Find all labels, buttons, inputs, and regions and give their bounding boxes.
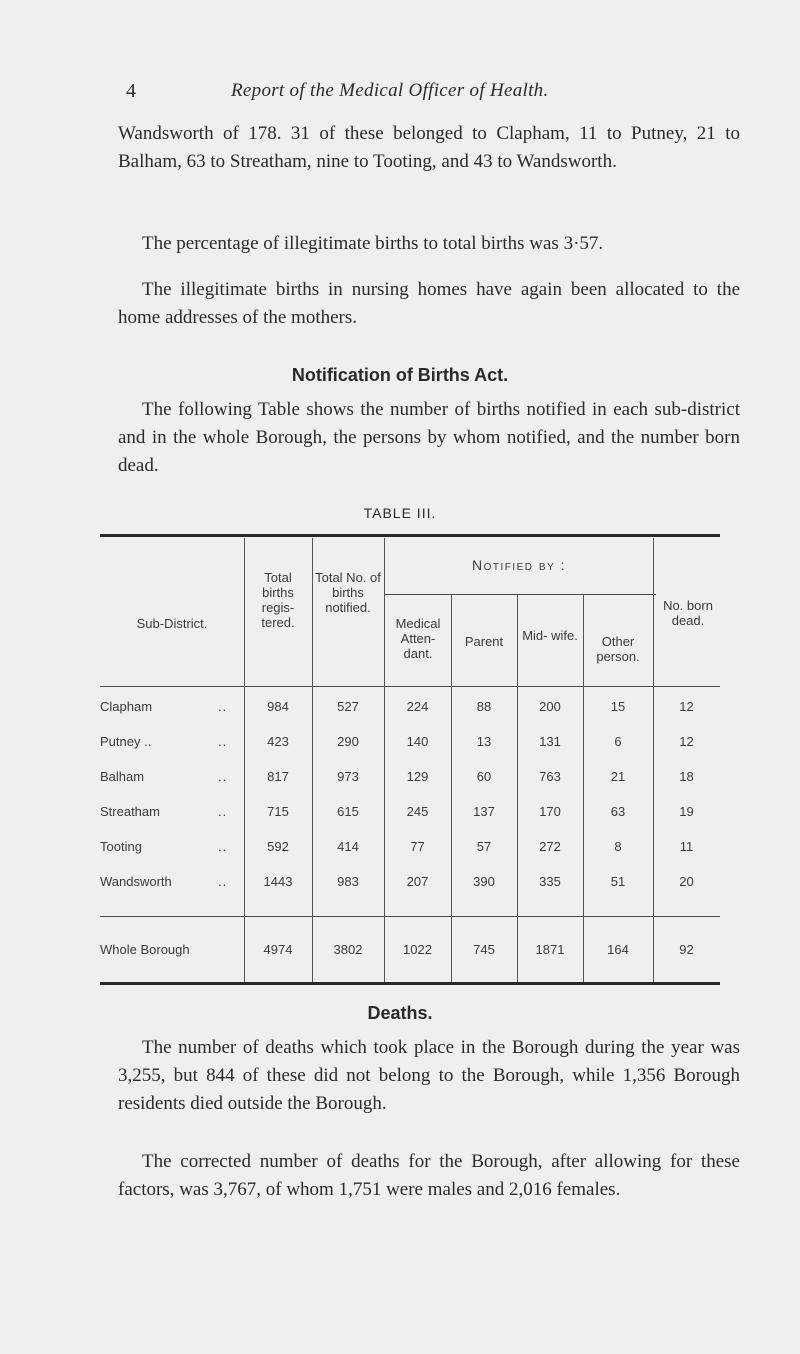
leader-dots: .. (218, 874, 228, 889)
sub-district-name: Tooting (100, 839, 142, 854)
header-parent: Parent (464, 634, 504, 649)
total-born-dead: 92 (679, 942, 694, 957)
paragraph-deaths-text: The number of deaths which took place in the Borough during the year was 3,255, but 844 of these did not belong to the Borough, while 1,356 Borough residents died outside the Borough. (118, 1037, 740, 1114)
paragraph-deaths (118, 1034, 740, 1118)
paragraph-percentage (118, 230, 740, 258)
cell-midwife: 763 (539, 769, 561, 784)
cell-born-dead: 12 (679, 699, 694, 714)
notified-by-rule (384, 594, 656, 595)
cell-medical: 77 (410, 839, 425, 854)
sub-district-name: Streatham (100, 804, 160, 819)
cell-other: 51 (610, 874, 626, 889)
row-label (100, 803, 240, 821)
cell-total-births: 1443 (263, 874, 293, 889)
paragraph-nursing-homes (118, 276, 740, 332)
cell-other: 8 (614, 839, 622, 854)
cell-total-births: 817 (267, 769, 289, 784)
cell-total-notified: 615 (337, 804, 359, 819)
cell-other: 63 (610, 804, 626, 819)
col-divider-3 (384, 538, 385, 982)
cell-total-births: 592 (267, 839, 289, 854)
row-label (100, 873, 240, 891)
cell-midwife: 272 (539, 839, 561, 854)
paragraph-corrected-deaths-text: The corrected number of deaths for the Borough, after allowing for these factors, was 3,767, of whom 1,751 were males and 2,016 females. (118, 1151, 740, 1200)
cell-total-births: 984 (267, 699, 289, 714)
cell-medical: 140 (406, 734, 429, 749)
leader-dots: .. (218, 769, 228, 784)
paragraph-illegitimate-distribution: Wandsworth of 178. 31 of these belonged to Clapham, 11 to Putney, 21 to Balham, 63 to Streatham, nine to Tooting, and 43 to Wandsworth. (118, 123, 740, 172)
cell-medical: 207 (406, 874, 429, 889)
col-divider-1 (244, 538, 245, 982)
header-sub-district: Sub-District. (136, 616, 208, 631)
running-title: Report of the Medical Officer of Health. (231, 80, 549, 101)
col-divider-7 (653, 538, 654, 982)
cell-born-dead: 18 (679, 769, 694, 784)
table-top-rule (100, 534, 720, 537)
leader-dots: .. (218, 699, 228, 714)
sub-district-name: Wandsworth (100, 874, 172, 889)
paragraph-percentage-text: The percentage of illegitimate births to total births was 3·57. (142, 233, 604, 254)
paragraph-nursing-homes-text: The illegitimate births in nursing homes have again been allocated to the home addresses of the mothers. (118, 279, 740, 328)
heading-deaths: Deaths. (367, 1003, 433, 1023)
paragraph-table-intro (118, 396, 740, 480)
header-other-person: Other person. (596, 634, 640, 664)
cell-total-notified: 527 (337, 699, 359, 714)
heading-births-act: Notification of Births Act. (291, 365, 509, 385)
table-bottom-rule (100, 982, 720, 985)
header-born-dead: No. born dead. (663, 598, 713, 628)
row-label (100, 838, 240, 856)
cell-midwife: 170 (539, 804, 561, 819)
cell-midwife: 131 (539, 734, 561, 749)
header-midwife: Mid- wife. (522, 628, 578, 643)
total-separator-rule (100, 916, 720, 917)
cell-other: 6 (614, 734, 622, 749)
paragraph-corrected-deaths (118, 1148, 740, 1204)
table-caption: TABLE III. (363, 505, 437, 521)
header-total-births: Total births regis- tered. (261, 570, 295, 630)
cell-parent: 13 (476, 734, 492, 749)
page-header (0, 80, 800, 110)
cell-total-notified: 414 (337, 839, 359, 854)
cell-born-dead: 11 (679, 839, 694, 854)
leader-dots: .. (218, 804, 228, 819)
row-label (100, 698, 240, 716)
total-parent: 745 (473, 942, 495, 957)
page-number: 4 (126, 80, 136, 102)
cell-medical: 245 (406, 804, 429, 819)
total-medical: 1022 (403, 942, 432, 957)
leader-dots: .. (218, 734, 228, 749)
cell-total-notified: 973 (337, 769, 359, 784)
sub-district-name: Whole Borough (100, 942, 190, 957)
cell-born-dead: 19 (679, 804, 694, 819)
sub-district-name: Clapham (100, 699, 153, 714)
cell-parent: 57 (476, 839, 492, 854)
total-other: 164 (607, 942, 629, 957)
header-bottom-rule (100, 686, 720, 687)
cell-parent: 390 (473, 874, 495, 889)
cell-medical: 129 (406, 769, 429, 784)
total-total-notified: 3802 (333, 942, 363, 957)
cell-born-dead: 12 (679, 734, 694, 749)
cell-total-births: 423 (267, 734, 289, 749)
cell-other: 15 (610, 699, 626, 714)
total-row-label (100, 941, 240, 959)
col-divider-2 (312, 538, 313, 982)
header-notified-by: Notified by : (471, 557, 567, 573)
paragraph-table-intro-text: The following Table shows the number of births notified in each sub-district and in the whole Borough, the persons by whom notified, and the number born dead. (118, 399, 740, 476)
col-divider-5 (517, 594, 518, 982)
cell-midwife: 200 (539, 699, 561, 714)
total-midwife: 1871 (535, 942, 565, 957)
row-label (100, 768, 240, 786)
cell-midwife: 335 (539, 874, 561, 889)
cell-medical: 224 (406, 699, 429, 714)
cell-total-notified: 983 (337, 874, 359, 889)
leader-dots: .. (218, 839, 228, 854)
total-total-births: 4974 (263, 942, 293, 957)
row-label (100, 733, 240, 751)
header-total-notified: Total No. of births notified. (315, 570, 381, 615)
header-medical-attendant: Medical Atten- dant. (395, 616, 441, 661)
cell-born-dead: 20 (679, 874, 694, 889)
cell-other: 21 (610, 769, 626, 784)
cell-parent: 137 (473, 804, 495, 819)
cell-total-births: 715 (267, 804, 289, 819)
sub-district-name: Balham (100, 769, 145, 784)
sub-district-name: Putney .. (100, 734, 152, 749)
cell-parent: 60 (476, 769, 492, 784)
births-table (100, 534, 720, 986)
cell-total-notified: 290 (337, 734, 359, 749)
col-divider-4 (451, 594, 452, 982)
cell-parent: 88 (476, 699, 492, 714)
